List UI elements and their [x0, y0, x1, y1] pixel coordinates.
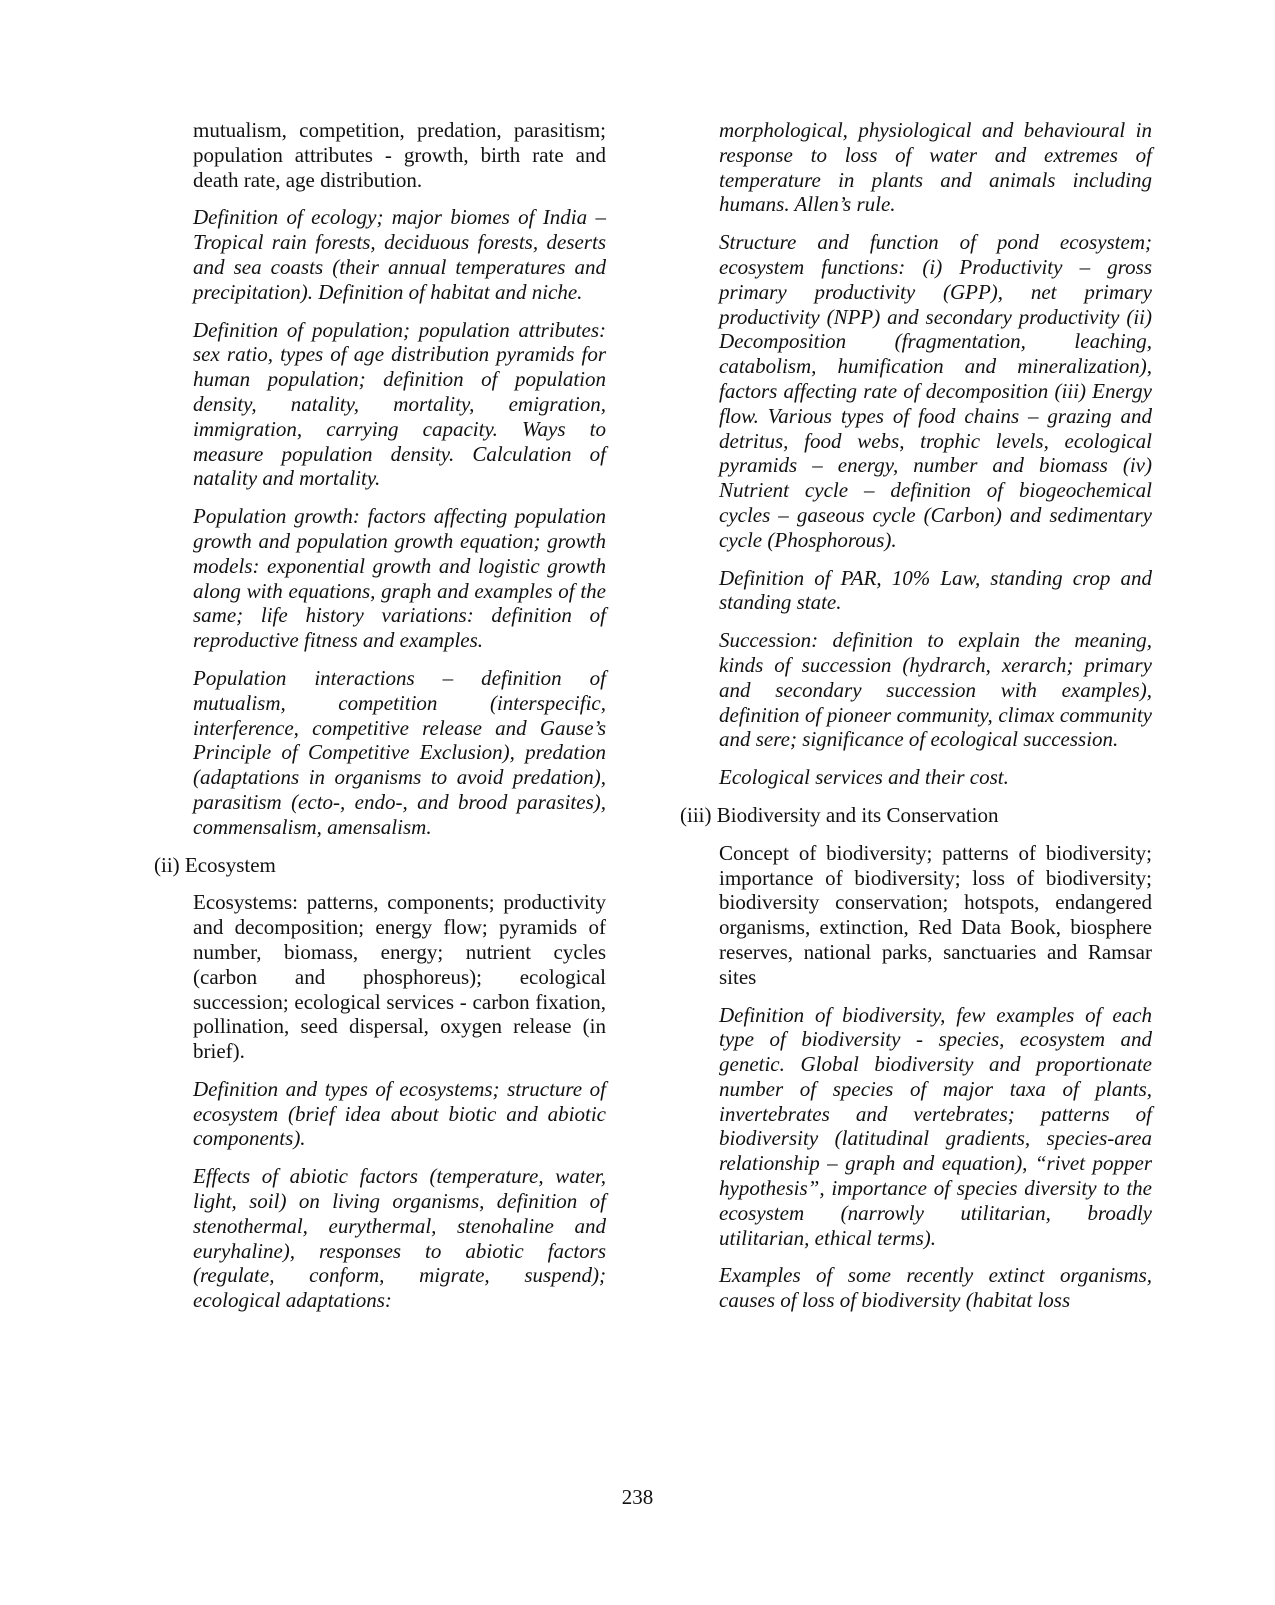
paragraph-biodiversity-definition: Definition of biodiversity, few examples of each type of biodiversity - species, ecosystem and genetic. Global biodiversity and proportionate number of species of major taxa of plants, invertebrates and vertebrates; patterns of biodiversity (latitudinal gradients, species-area relationship – graph and equation), “rivet popper hypothesis”, importance of species diversity to the ecosystem (narrowly utilitarian, broadly utilitarian, ethical terms).	[719, 1002, 1152, 1250]
paragraph-pond-ecosystem: Structure and function of pond ecosystem; ecosystem functions: (i) Productivity – gross primary productivity (GPP), net primary productivity (NPP) and secondary productivity (ii) Decomposition (fragmentation, leaching, catabolism, humification and mineralization), factors affecting rate of decomposition (iii) Energy flow. Various types of food chains – grazing and detritus, food webs, trophic levels, ecological pyramids – energy, number and biomass (iv) Nutrient cycle – definition of biogeochemical cycles – gaseous cycle (Carbon) and sedimentary cycle (Phosphorous).	[719, 230, 1152, 552]
paragraph-ecology-definition: Definition of ecology; major biomes of India – Tropical rain forests, deciduous forests, deserts and sea coasts (their annual temperatures and precipitation). Definition of habitat and niche.	[193, 205, 606, 304]
paragraph-succession: Succession: definition to explain the meaning, kinds of succession (hydrarch, xerarch; primary and secondary succession with examples), definition of pioneer community, climax community and sere; significance of ecological succession.	[719, 628, 1152, 752]
paragraph-ecosystem-types: Definition and types of ecosystems; structure of ecosystem (brief idea about biotic and abiotic components).	[193, 1076, 606, 1151]
right-column	[680, 118, 1152, 1326]
paragraph-population-attributes-end: mutualism, competition, predation, parasitism; population attributes - growth, birth rate and death rate, age distribution.	[193, 118, 606, 192]
paragraph-ecological-services: Ecological services and their cost.	[719, 765, 1009, 790]
section-heading-biodiversity: (iii) Biodiversity and its Conservation	[680, 802, 999, 827]
paragraph-population-definition: Definition of population; population attributes: sex ratio, types of age distribution pyramids for human population; definition of population density, natality, mortality, emigration, immigration, carrying capacity. Ways to measure population density. Calculation of natality and mortality.	[193, 317, 606, 491]
page-number: 238	[621, 1485, 654, 1509]
paragraph-abiotic-factors: Effects of abiotic factors (temperature, water, light, soil) on living organisms, definition of stenothermal, eurythermal, stenohaline and euryhaline), responses to abiotic factors (regulate, conform, migrate, suspend); ecological adaptations:	[193, 1164, 606, 1313]
paragraph-population-interactions: Population interactions – definition of mutualism, competition (interspecific, interference, competitive release and Gause’s Principle of Competitive Exclusion), predation (adaptations in organisms to avoid predation), parasitism (ecto-, endo-, and brood parasites), commensalism, amensalism.	[193, 665, 606, 839]
paragraph-population-growth: Population growth: factors affecting population growth and population growth equation; growth models: exponential growth and logistic growth along with equations, graph and examples of the same; life history variations: definition of reproductive fitness and examples.	[193, 504, 606, 653]
section-heading-ecosystem: (ii) Ecosystem	[154, 852, 276, 877]
paragraph-par-definition: Definition of PAR, 10% Law, standing crop and standing state.	[719, 565, 1152, 615]
paragraph-extinct-organisms: Examples of some recently extinct organisms, causes of loss of biodiversity (habitat loss	[719, 1263, 1152, 1313]
paragraph-ecosystems-overview: Ecosystems: patterns, components; productivity and decomposition; energy flow; pyramids of number, biomass, energy; nutrient cycles (carbon and phosphoreus); ecological succession; ecological services - carbon fixation, pollination, seed dispersal, oxygen release (in brief).	[193, 890, 606, 1064]
paragraph-biodiversity-concept: Concept of biodiversity; patterns of biodiversity; importance of biodiversity; loss of biodiversity; biodiversity conservation; hotspots, endangered organisms, extinction, Red Data Book, biosphere reserves, national parks, sanctuaries and Ramsar sites	[719, 840, 1152, 989]
left-column	[154, 118, 606, 1326]
paragraph-adaptations-continued: morphological, physiological and behavioural in response to loss of water and extremes of temperature in plants and animals including humans. Allen’s rule.	[719, 118, 1152, 217]
